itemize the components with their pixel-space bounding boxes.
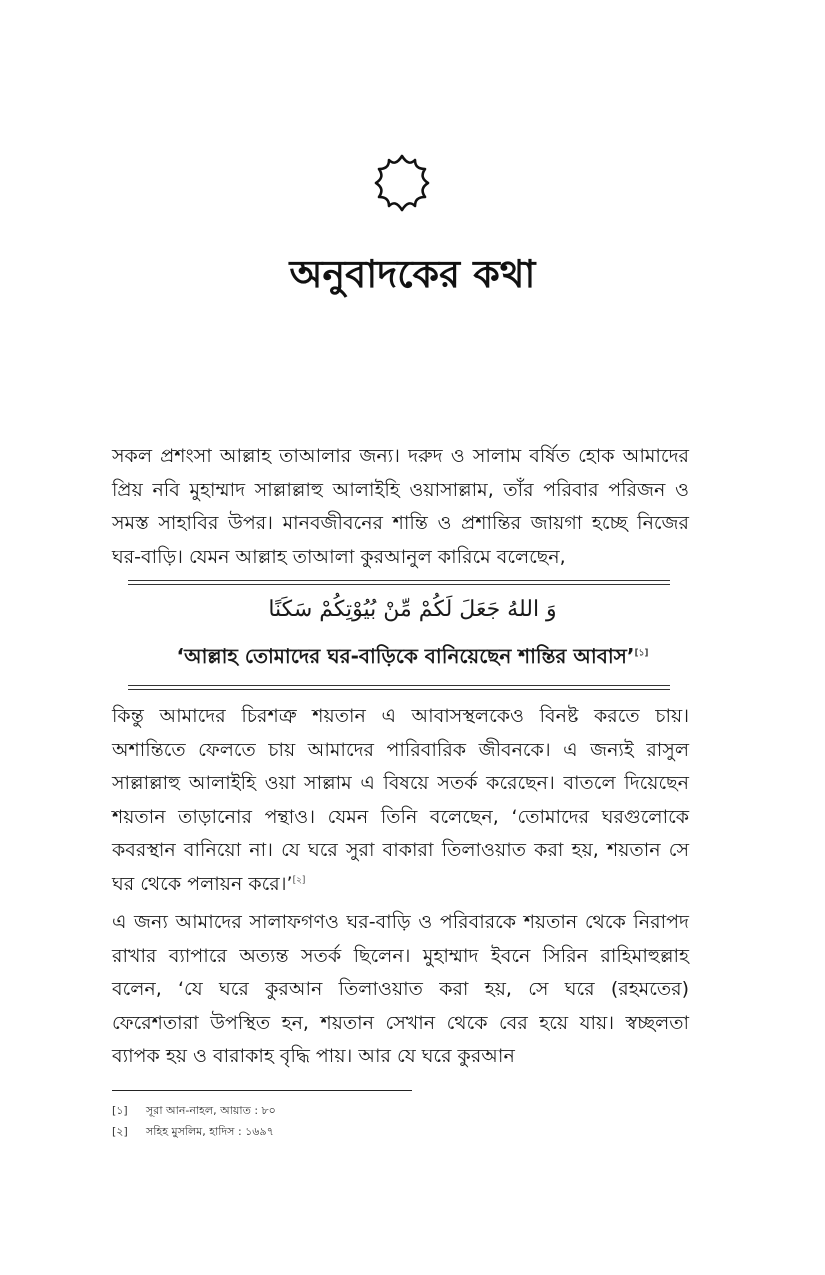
footnote-number: [২] xyxy=(112,1125,128,1138)
footnote-ref-1[interactable]: [১] xyxy=(634,648,649,659)
flower-ornament-icon xyxy=(371,152,433,214)
footnotes xyxy=(112,1100,612,1142)
footnote-text: সহিহ মুসলিম, হাদিস : ১৬৯৭ xyxy=(146,1125,274,1138)
footnote-item xyxy=(112,1100,612,1121)
footnote-item xyxy=(112,1121,612,1142)
quote-top-divider xyxy=(128,580,670,585)
footnote-number: [১] xyxy=(112,1104,128,1117)
footnote-ref-2[interactable]: [২] xyxy=(292,875,306,886)
translation-text: ‘আল্লাহ তোমাদের ঘর-বাড়িকে বানিয়েছেন শান্তির আবাস’ xyxy=(176,644,635,668)
paragraph-2 xyxy=(112,700,689,901)
footnote-text: সূরা আন-নাহল, আয়াত : ৮০ xyxy=(146,1104,276,1117)
footnote-divider xyxy=(112,1090,412,1091)
paragraph-1: সকল প্রশংসা আল্লাহ তাআলার জন্য। দরুদ ও সালাম বর্ষিত হোক আমাদের প্রিয় নবি মুহাম্মাদ সাল্লাল্লাহু আলাইহি ওয়াসাল্লাম, তাঁর পরিবার পরিজন ও সমস্ত সাহাবির উপর। মানবজীবনের শান্তি ও প্রশান্তির জায়গা হচ্ছে নিজের ঘর-বাড়ি। যেমন আল্লাহ তাআলা কুরআনুল কারিমে বলেছেন, xyxy=(112,445,689,568)
arabic-verse: وَ اللهُ جَعَلَ لَكُمْ مِّنْ بُيُوْتِكُمْ سَكَنًا xyxy=(268,597,557,622)
paragraph-3: এ জন্য আমাদের সালাফগণও ঘর-বাড়ি ও পরিবারকে শয়তান থেকে নিরাপদ রাখার ব্যাপারে অত্যন্ত সতর্ক ছিলেন। মুহাম্মাদ ইবনে সিরিন রাহিমাহুল্লাহ বলেন, ‘যে ঘরে কুরআন তিলাওয়াত করা হয়, সে ঘরে (রহমতের) ফেরেশতারা উপস্থিত হন, শয়তান সেখান থেকে বের হয়ে যায়। স্বচ্ছলতা ব্যাপক হয় ও বারাকাহ বৃদ্ধি পায়। আর যে ঘরে কুরআন xyxy=(112,911,689,1067)
paragraph-2-text: কিন্তু আমাদের চিরশত্রু শয়তান এ আবাসস্থলকেও বিনষ্ট করতে চায়। অশান্তিতে ফেলতে চায় আমাদের পারিবারিক জীবনকে। এ জন্যই রাসুল সাল্লাল্লাহু আলাইহি ওয়া সাল্লাম এ বিষয়ে সতর্ক করেছেন। বাতলে দিয়েছেন শয়তান তাড়ানোর পন্থাও। যেমন তিনি বলেছেন, ‘তোমাদের ঘরগুলোকে কবরস্থান বানিয়ো না। যে ঘরে সুরা বাকারা তিলাওয়াত করা হয়, শয়তান সে ঘর থেকে পলায়ন করে।’ xyxy=(112,705,689,895)
verse-translation xyxy=(0,638,825,674)
page-title: অনুবাদকের কথা xyxy=(289,252,536,296)
quote-bottom-divider xyxy=(128,685,670,690)
